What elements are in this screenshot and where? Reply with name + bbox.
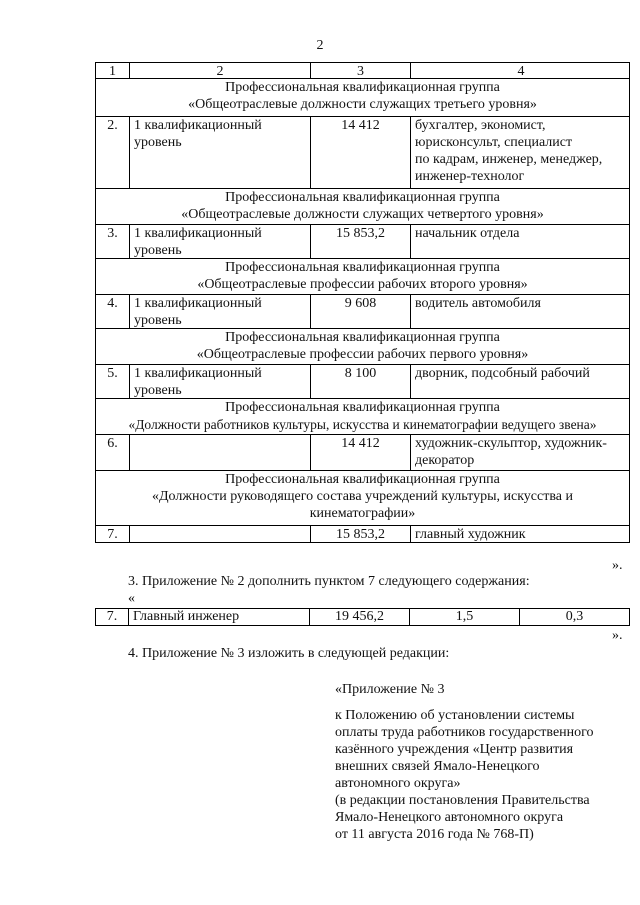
group-title: Профессиональная квалификационная группа <box>225 472 500 487</box>
closing-quote: ». <box>612 628 623 643</box>
table-row <box>95 526 630 543</box>
position-line: дворник, подсобный рабочий <box>415 366 590 381</box>
position-line: главный художник <box>415 527 526 542</box>
appendix-line: от 11 августа 2016 года № 768-П) <box>335 827 534 842</box>
group-row <box>95 189 630 225</box>
appendix-line: внешних связей Ямало-Ненецкого <box>335 759 540 774</box>
table-row <box>95 295 630 329</box>
group-title: Профессиональная квалификационная группа <box>225 330 500 345</box>
group-row <box>95 329 630 365</box>
positions <box>410 117 631 188</box>
group-row <box>95 399 630 435</box>
row-number: 3. <box>107 226 118 241</box>
qualification-level <box>129 117 310 188</box>
salary-value: 15 853,2 <box>310 225 410 258</box>
group-subtitle: «Должности руководящего состава учреждений культуры, искусства и <box>152 489 573 504</box>
appendix-heading <box>335 707 594 843</box>
level-line: уровень <box>134 135 182 150</box>
group-title: Профессиональная квалификационная группа <box>225 190 500 205</box>
header-col-3: 3 <box>310 63 410 78</box>
table-row <box>95 365 630 399</box>
coefficient-1: 1,5 <box>410 609 520 625</box>
paragraph-4: 4. Приложение № 3 изложить в следующей редакции: <box>128 646 450 661</box>
position-line: бухгалтер, экономист, <box>415 118 546 133</box>
position-line: по кадрам, инженер, менеджер, <box>415 152 603 167</box>
level-line: 1 квалификационный <box>134 366 262 381</box>
table-row <box>95 225 630 259</box>
closing-quote: ». <box>612 558 623 573</box>
qualification-level <box>129 225 310 258</box>
qualification-level <box>129 365 310 398</box>
appendix-line: Ямало-Ненецкого автономного округа <box>335 810 564 825</box>
salary-value: 14 412 <box>310 435 410 470</box>
appendix-line: автономного округа» <box>335 776 461 791</box>
salary-value: 8 100 <box>310 365 410 398</box>
group-row <box>95 79 630 117</box>
salary-value: 15 853,2 <box>310 526 410 542</box>
group-subtitle-cont: кинематографии» <box>309 506 416 521</box>
level-line: 1 квалификационный <box>134 226 262 241</box>
appendix-title: «Приложение № 3 <box>335 682 445 697</box>
row-number: 7. <box>96 609 129 625</box>
group-subtitle: «Общеотраслевые профессии рабочих второго уровня» <box>197 277 528 292</box>
salary-value: 14 412 <box>310 117 410 188</box>
level-line: уровень <box>134 313 182 328</box>
group-title: Профессиональная квалификационная группа <box>225 260 500 275</box>
group-row <box>95 471 630 526</box>
coefficient-2: 0,3 <box>565 609 584 624</box>
level-line: 1 квалификационный <box>134 296 262 311</box>
group-subtitle: «Общеотраслевые профессии рабочих первого уровня» <box>196 347 529 362</box>
appendix2-row-table <box>95 608 630 626</box>
row-number: 7. <box>107 527 118 542</box>
level-line: 1 квалификационный <box>134 118 262 133</box>
qualification-level <box>129 295 310 328</box>
header-col-1: 1 <box>109 64 116 79</box>
positions <box>410 365 631 398</box>
row-number: 4. <box>107 296 118 311</box>
position-line: декоратор <box>415 453 475 468</box>
group-subtitle: «Общеотраслевые должности служащих третьего уровня» <box>188 97 537 112</box>
qualification-level <box>129 435 310 470</box>
positions <box>410 295 631 328</box>
appendix-line: казённого учреждения «Центр развития <box>335 742 574 757</box>
group-title: Профессиональная квалификационная группа <box>225 80 500 95</box>
positions <box>410 526 631 542</box>
positions <box>410 435 631 470</box>
qualification-level <box>129 526 310 542</box>
salary-table <box>95 62 630 543</box>
header-col-2: 2 <box>129 63 310 78</box>
level-line: уровень <box>134 383 182 398</box>
position-line: юрисконсульт, специалист <box>415 135 573 150</box>
position-line: водитель автомобиля <box>415 296 541 311</box>
table-row <box>95 117 630 189</box>
row-number: 2. <box>107 118 118 133</box>
row-number: 5. <box>107 366 118 381</box>
page-number: 2 <box>316 38 324 53</box>
opening-quote: « <box>128 591 135 606</box>
appendix-line: к Положению об установлении системы <box>335 708 575 723</box>
group-subtitle: «Общеотраслевые должности служащих четвертого уровня» <box>181 207 544 222</box>
row-number: 6. <box>107 436 118 451</box>
salary-value: 19 456,2 <box>310 609 410 625</box>
salary-value: 9 608 <box>310 295 410 328</box>
position-line: инженер-технолог <box>415 169 525 184</box>
position-line: художник-скульптор, художник- <box>415 436 607 451</box>
level-line: уровень <box>134 243 182 258</box>
paragraph-3: 3. Приложение № 2 дополнить пунктом 7 следующего содержания: <box>128 574 530 589</box>
table-header-row <box>95 62 630 79</box>
appendix-line: оплаты труда работников государственного <box>335 725 594 740</box>
header-col-4: 4 <box>410 63 631 78</box>
position-line: начальник отдела <box>415 226 520 241</box>
table-row <box>95 435 630 471</box>
appendix-line: (в редакции постановления Правительства <box>335 793 590 808</box>
position-name: Главный инженер <box>129 609 310 625</box>
group-subtitle: «Должности работников культуры, искусства и кинематографии ведущего звена» <box>128 417 597 432</box>
positions <box>410 225 631 258</box>
group-row <box>95 259 630 295</box>
group-title: Профессиональная квалификационная группа <box>225 400 500 415</box>
